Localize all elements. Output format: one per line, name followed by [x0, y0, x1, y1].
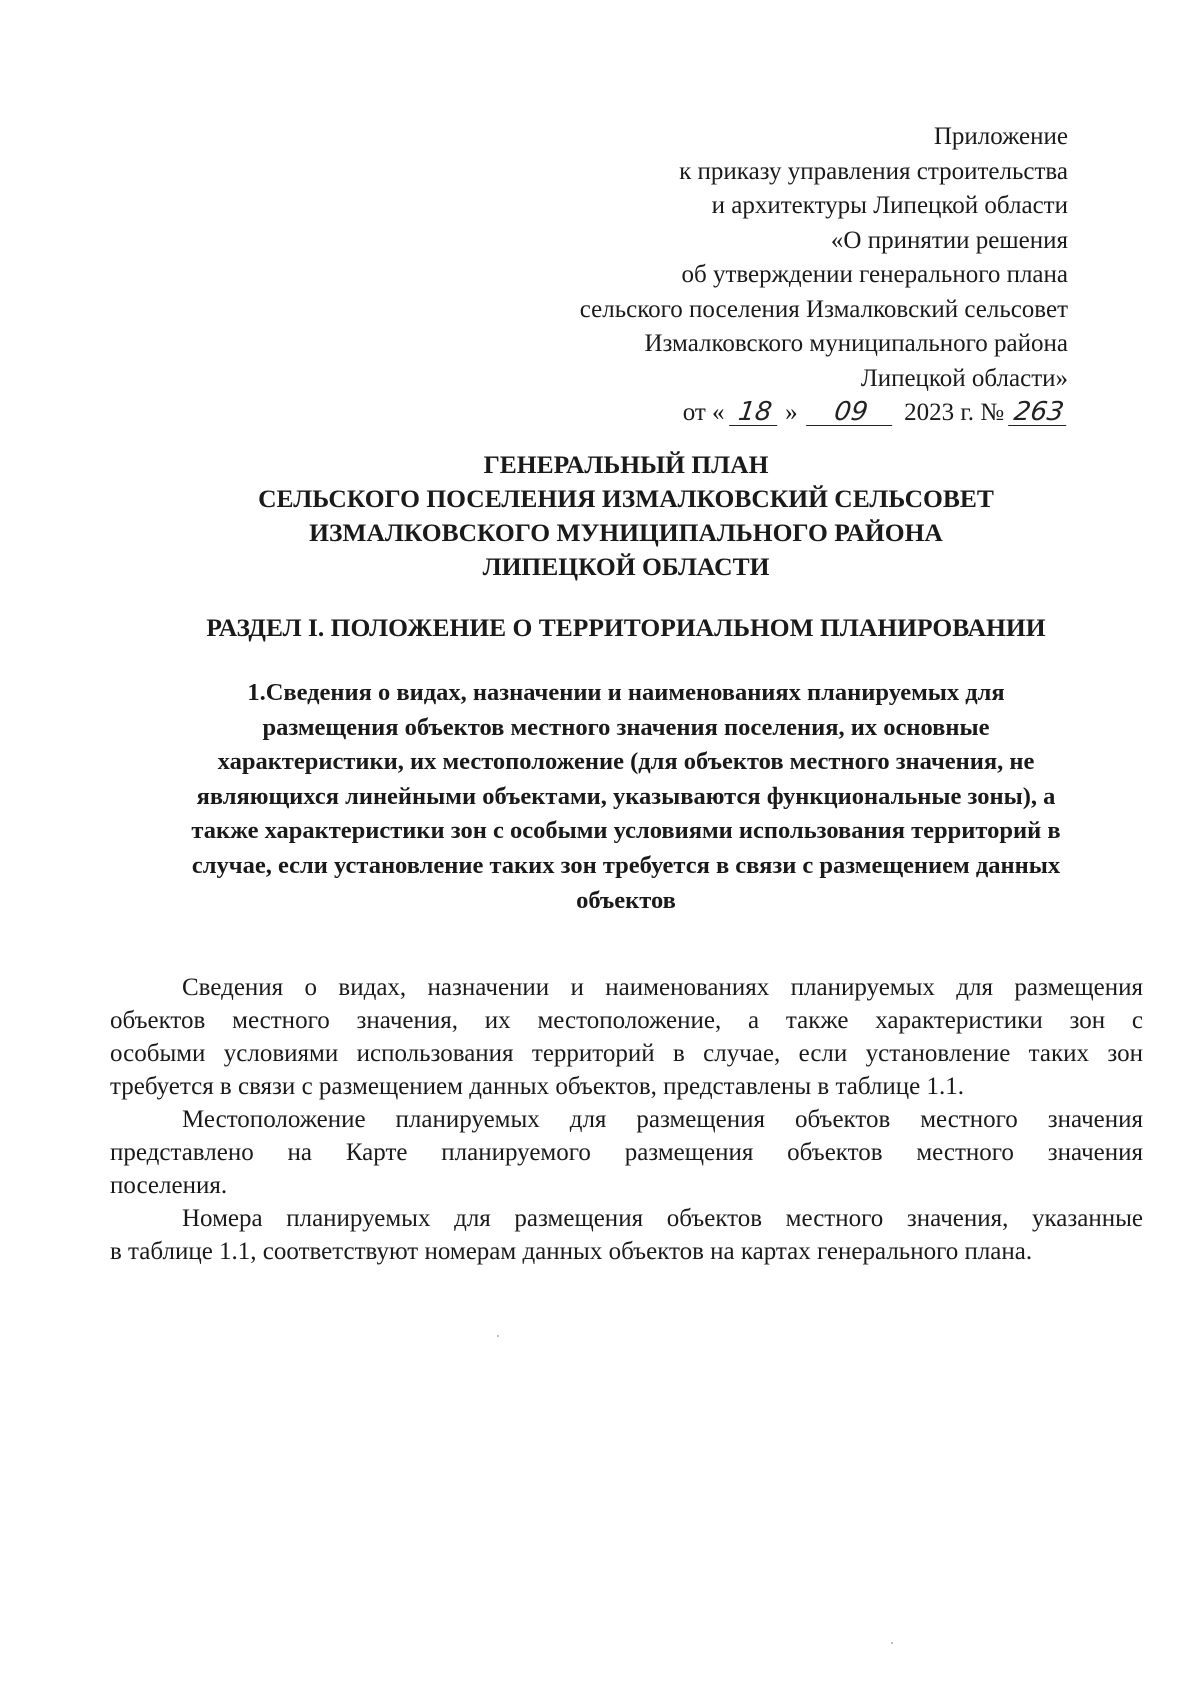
subsection-heading — [120, 676, 1132, 918]
order-quote-close: » — [785, 399, 798, 426]
appendix-line: «О принятии решения — [830, 226, 1068, 254]
paragraph — [110, 1202, 1143, 1268]
title-line: ГЕНЕРАЛЬНЫЙ ПЛАН — [483, 450, 769, 479]
paragraph-line: Сведения о видах, назначении и наименованиях планируемых для размещения — [182, 974, 1143, 1001]
paragraph-line: Местоположение планируемых для размещения объектов местного значения — [182, 1106, 1143, 1133]
paragraph-line: поселения. — [110, 1172, 228, 1199]
paragraph-line: Номера планируемых для размещения объектов местного значения, указанные — [182, 1205, 1143, 1232]
paragraph — [110, 1103, 1143, 1202]
handwritten-month: 09 — [806, 399, 896, 426]
subsection-line: случае, если установление таких зон требуется в связи с размещением данных — [191, 851, 1061, 879]
subsection-line: объектов — [576, 886, 676, 914]
appendix-line: к приказу управления строительства — [679, 157, 1068, 185]
subsection-line: также характеристики зон с особыми условиями использования территорий в — [191, 817, 1061, 845]
paragraph-line: особыми условиями использования территорий в случае, если установление таких зон — [110, 1040, 1143, 1067]
paragraph-line: в таблице 1.1, соответствуют номерам данных объектов на картах генерального плана. — [110, 1238, 1033, 1265]
appendix-line: Измалковского муниципального района — [644, 330, 1068, 357]
subsection-line: размещения объектов местного значения поселения, их основные — [262, 713, 990, 741]
paragraph-line: представлено на Карте планируемого размещения объектов местного значения — [110, 1139, 1143, 1166]
paragraph-line: объектов местного значения, их местоположение, а также характеристики зон с — [110, 1007, 1143, 1034]
appendix-line: сельского поселения Измалковский сельсовет — [579, 295, 1068, 323]
scan-speck — [497, 1335, 499, 1337]
appendix-line: об утверждении генерального плана — [681, 261, 1068, 288]
scan-speck — [891, 1642, 893, 1644]
subsection-line: 1.Сведения о видах, назначении и наименованиях планируемых для — [247, 679, 1005, 706]
title-line: ИЗМАЛКОВСКОГО МУНИЦИПАЛЬНОГО РАЙОНА — [309, 518, 943, 547]
order-date-line — [428, 396, 1068, 431]
subsection-line: являющихся линейными объектами, указываются функциональные зоны), а — [196, 782, 1056, 810]
order-prefix: от « — [682, 399, 725, 426]
section-heading: РАЗДЕЛ I. ПОЛОЖЕНИЕ О ТЕРРИТОРИАЛЬНОМ ПЛАНИРОВАНИИ — [206, 613, 1046, 642]
handwritten-order-number: 263 — [1008, 399, 1069, 426]
appendix-line: и архитектуры Липецкой области — [711, 192, 1068, 219]
handwritten-day: 18 — [729, 399, 781, 426]
appendix-block — [428, 120, 1068, 431]
appendix-line: Липецкой области» — [860, 364, 1068, 392]
subsection-line: характеристики, их местоположение (для объектов местного значения, не — [217, 748, 1035, 776]
title-line: ЛИПЕЦКОЙ ОБЛАСТИ — [482, 552, 770, 581]
body-text — [110, 971, 1143, 1268]
order-year: 2023 г. № — [904, 399, 1005, 426]
appendix-line: Приложение — [933, 123, 1068, 150]
paragraph — [110, 971, 1143, 1103]
title-line: СЕЛЬСКОГО ПОСЕЛЕНИЯ ИЗМАЛКОВСКИЙ СЕЛЬСОВЕТ — [258, 484, 994, 513]
paragraph-line: требуется в связи с размещением данных объектов, представлены в таблице 1.1. — [110, 1073, 964, 1100]
document-title — [120, 448, 1132, 584]
